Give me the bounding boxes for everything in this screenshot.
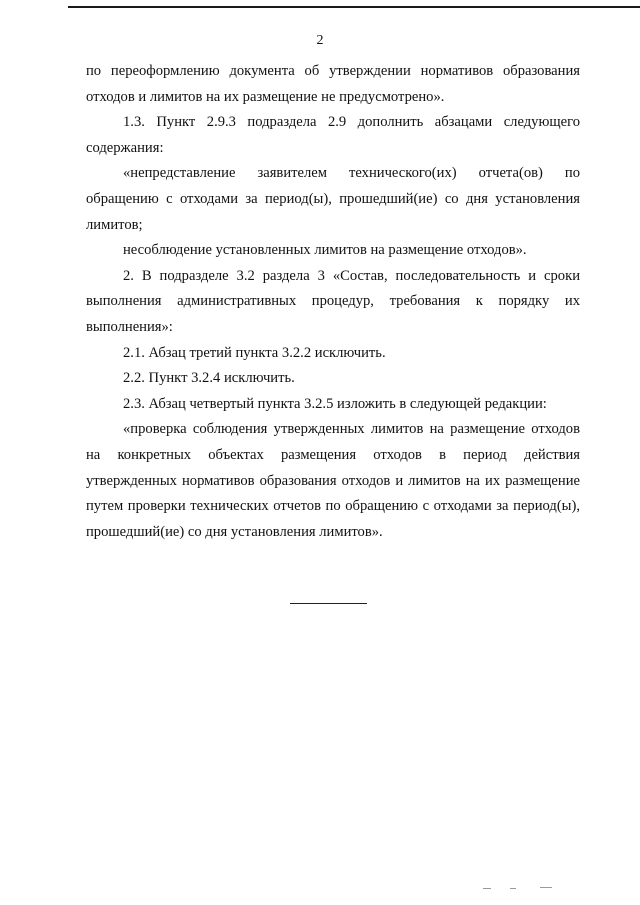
scan-edge-line bbox=[68, 6, 640, 8]
scan-speck bbox=[483, 888, 491, 889]
document-body bbox=[86, 59, 580, 545]
paragraph-quote-nonsubmission: «непредставление заявителем технического(их) отчета(ов) по обращению с отходами за период(ы), прошедший(ие) со дня установления лимитов; bbox=[86, 165, 580, 233]
paragraph-item-1-3: 1.3. Пункт 2.9.3 подраздела 2.9 дополнить абзацами следующего содержания: bbox=[86, 114, 580, 156]
paragraph-item-2-1: 2.1. Абзац третий пункта 3.2.2 исключить. bbox=[123, 344, 386, 361]
paragraph-item-2-2: 2.2. Пункт 3.2.4 исключить. bbox=[123, 370, 295, 387]
paragraph-quote-noncompliance: несоблюдение установленных лимитов на размещение отходов». bbox=[123, 242, 527, 259]
paragraph-quote-new-wording: «проверка соблюдения утвержденных лимитов на размещение отходов на конкретных объектах размещения отходов в период действия утвержденных нормативов образования отходов и лимитов на их размещение путем проверки технических отчетов по обращению с отходами за период(ы), прошедший(ие) со дня установления лимитов». bbox=[86, 421, 580, 540]
paragraph-item-2: 2. В подразделе 3.2 раздела 3 «Состав, последовательность и сроки выполнения административных процедур, требования к порядку их выполнения»: bbox=[86, 267, 580, 335]
scan-speck bbox=[510, 888, 516, 889]
paragraph-continuation: по переоформлению документа об утверждении нормативов образования отходов и лимитов на их размещение не предусмотрено». bbox=[86, 63, 580, 105]
paragraph-item-2-3: 2.3. Абзац четвертый пункта 3.2.5 изложить в следующей редакции: bbox=[123, 395, 547, 412]
page-number: 2 bbox=[316, 33, 324, 48]
scan-speck bbox=[540, 887, 552, 888]
end-of-text-rule bbox=[290, 603, 367, 604]
